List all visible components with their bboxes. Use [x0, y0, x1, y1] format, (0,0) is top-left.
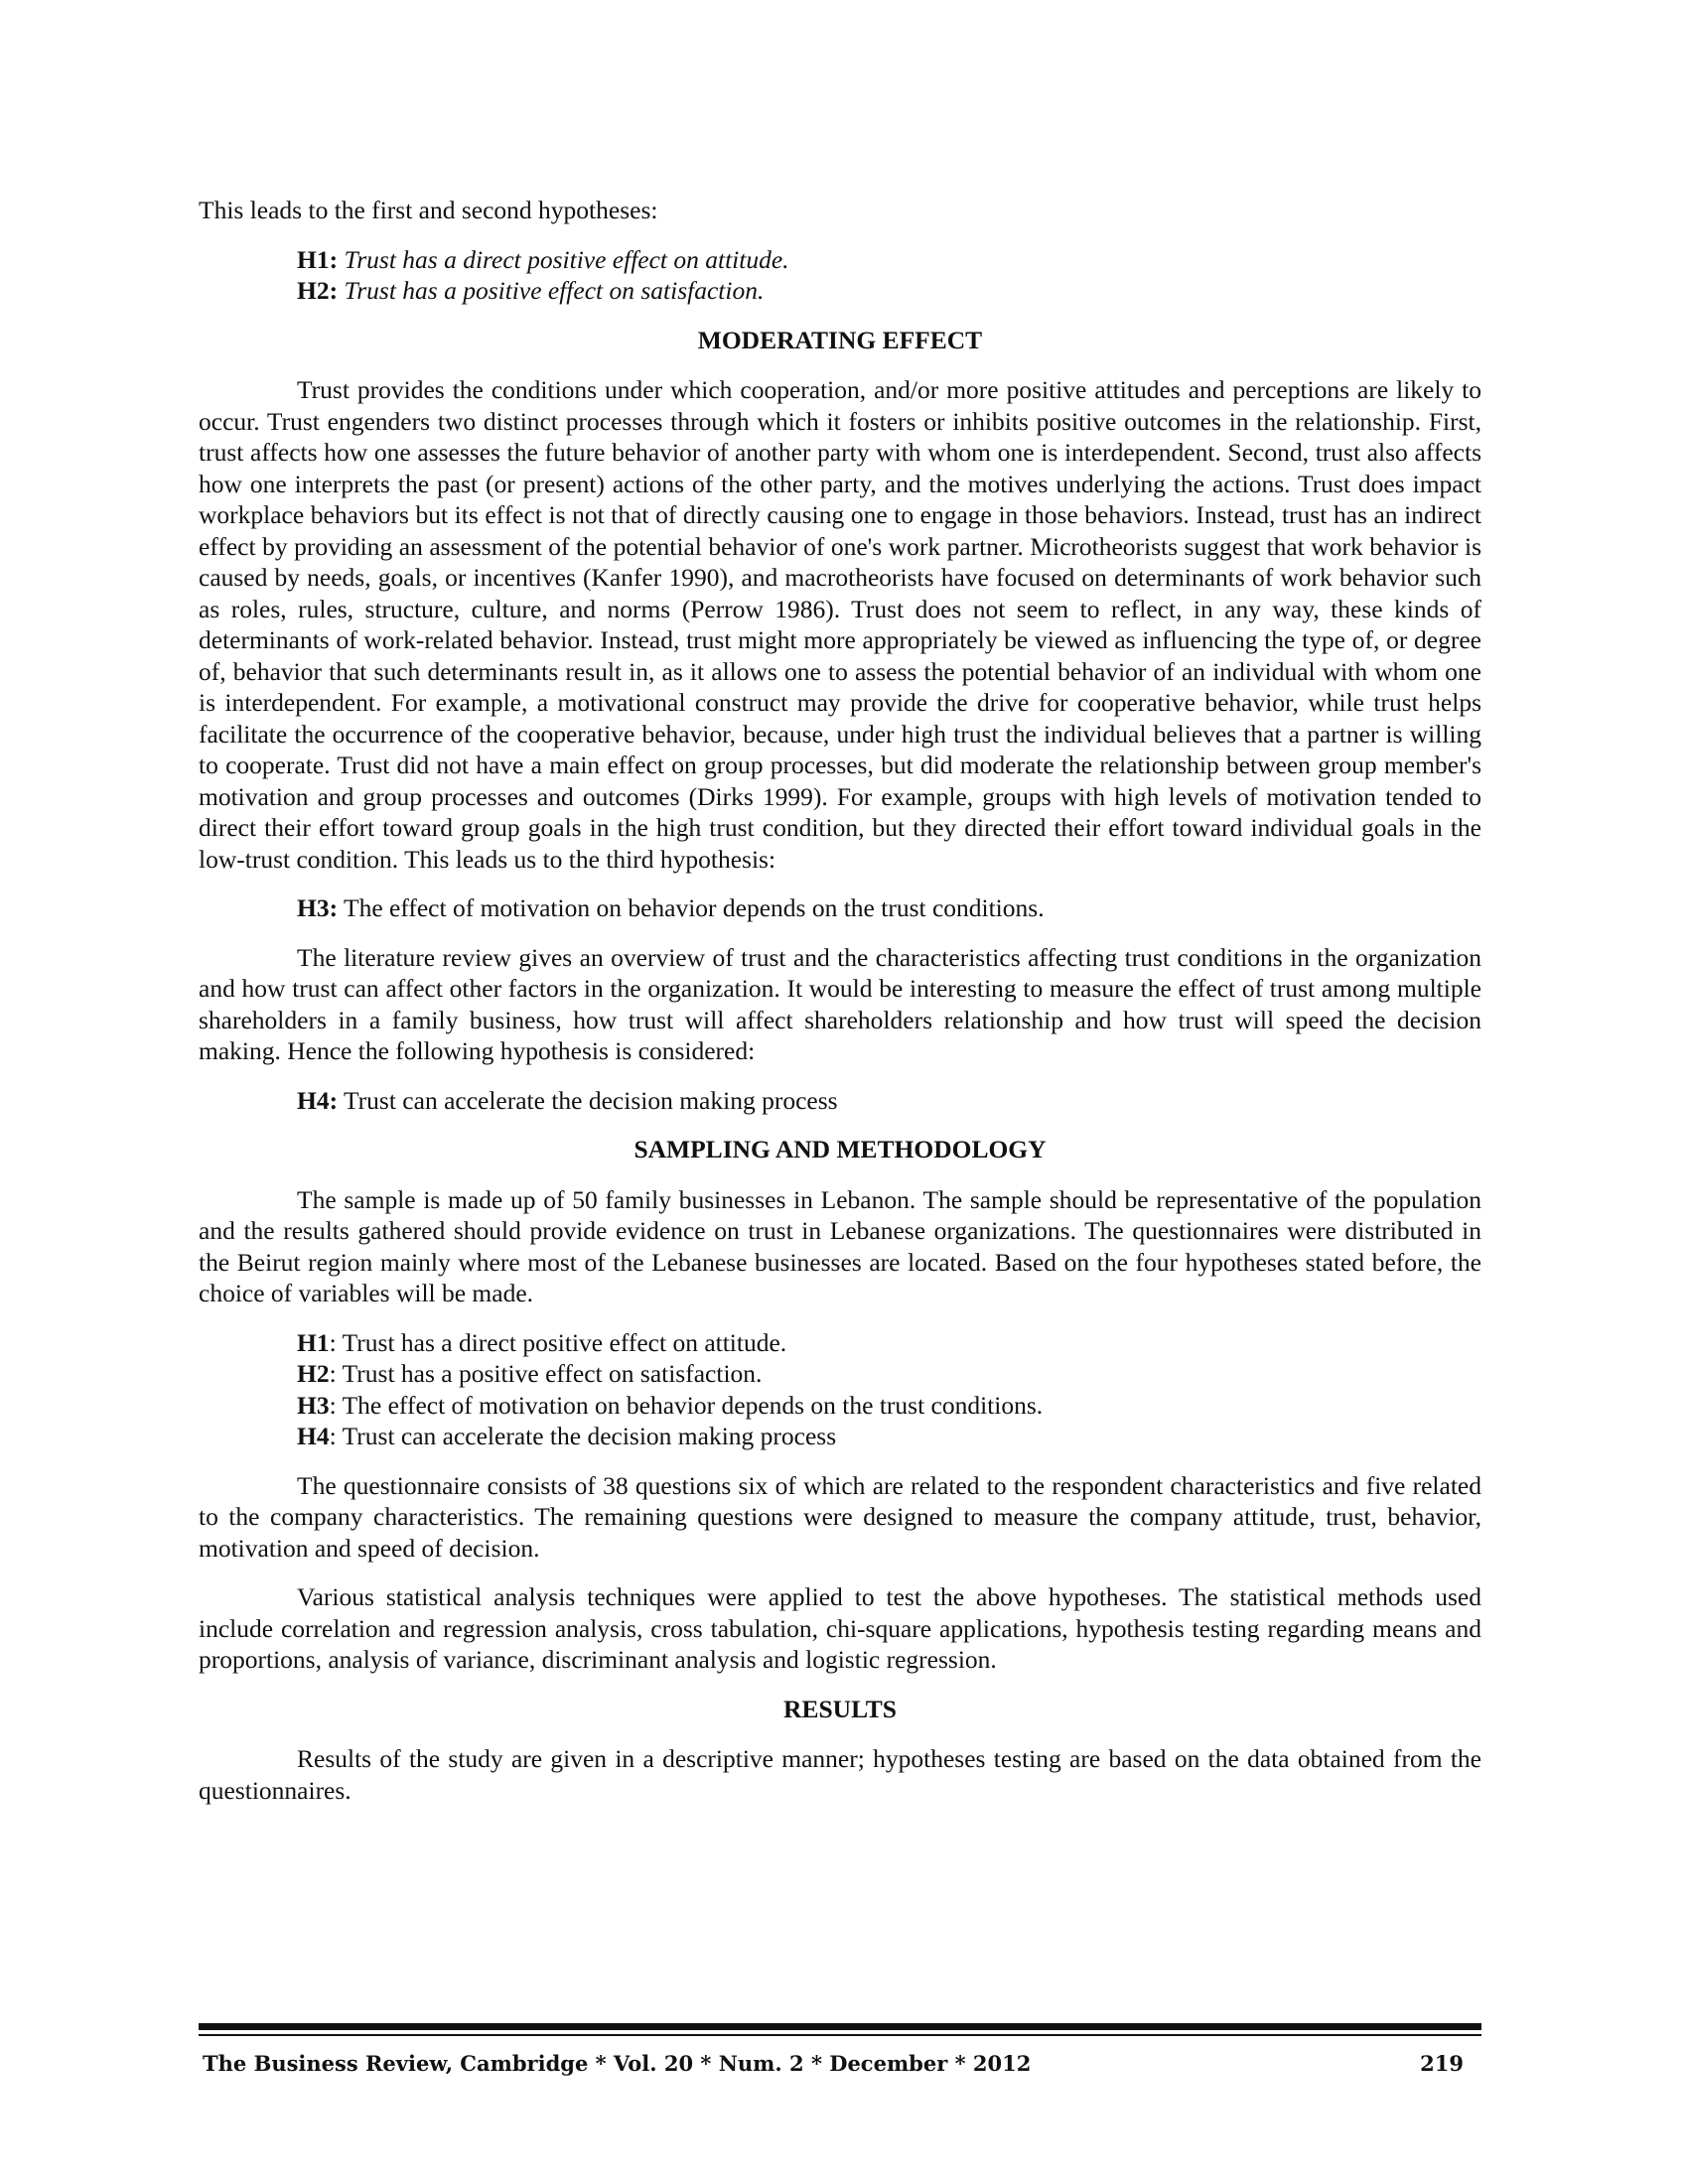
- hypothesis-text: Trust has a positive effect on satisfaction.: [344, 276, 765, 305]
- journal-citation: The Business Review, Cambridge * Vol. 20 * Num. 2 * December * 2012: [203, 2051, 1032, 2076]
- footer-rule-thick: [199, 2023, 1481, 2030]
- sampling-paragraph-2: The questionnaire consists of 38 questions six of which are related to the respondent characteristics and five related to the company characteristics. The remaining questions were designed to measure the company attitude, trust, behavior, motivation and speed of decision.: [199, 1470, 1481, 1563]
- hypothesis-4: [297, 1085, 1481, 1117]
- hypothesis-text: Trust can accelerate the decision making process: [344, 1085, 838, 1115]
- hypothesis-label: H4:: [297, 1085, 339, 1115]
- hypotheses-block-1: [199, 244, 1481, 307]
- hypothesis-text: : Trust has a direct positive effect on attitude.: [329, 1327, 787, 1357]
- footer-rule-thin: [199, 2034, 1481, 2036]
- hypothesis-text: : Trust can accelerate the decision making process: [329, 1422, 837, 1450]
- hypothesis-label: H4: [297, 1422, 330, 1450]
- hypothesis-item: [297, 1358, 1481, 1390]
- hypothesis-item: [297, 1390, 1481, 1422]
- moderating-paragraph-1: Trust provides the conditions under which cooperation, and/or more positive attitudes and perceptions are likely to occur. Trust engenders two distinct processes through which it fosters or inhibits positive outcomes in the relationship. First, trust affects how one assesses the future behavior of another party with whom one is interdependent. Second, trust also affects how one interprets the past (or present) actions of the other party, and the motives underlying the actions. Trust does impact workplace behaviors but its effect is not that of directly causing one to engage in those behaviors. Instead, trust has an indirect effect by providing an assessment of the potential behavior of one's work partner. Microtheorists suggest that work behavior is caused by needs, goals, or incentives (Kanfer 1990), and macrotheorists have focused on determinants of work behavior such as roles, rules, structure, culture, and norms (Perrow 1986). Trust does not seem to reflect, in any way, these kinds of determinants of work-related behavior. Instead, trust might more appropriately be viewed as influencing the type of, or degree of, behavior that such determinants result in, as it allows one to assess the potential behavior of an individual with whom one is interdependent. For example, a motivational construct may provide the drive for cooperative behavior, while trust helps facilitate the occurrence of the cooperative behavior, because, under high trust the individual believes that a partner is willing to cooperate. Trust did not have a main effect on group processes, but did moderate the relationship between group member's motivation and group processes and outcomes (Dirks 1999). For example, groups with high levels of motivation tended to direct their effort toward group goals in the high trust condition, but they directed their effort toward individual goals in the low-trust condition. This leads us to the third hypothesis:: [199, 375, 1481, 874]
- hypothesis-2: [297, 275, 1481, 307]
- hypotheses-block-2: [199, 1327, 1481, 1452]
- hypothesis-label: H2: [297, 1359, 330, 1388]
- hypothesis-text: : Trust has a positive effect on satisfaction.: [329, 1359, 763, 1388]
- hypothesis-label: H1: [297, 1327, 330, 1357]
- hypothesis-label: H3: [297, 1390, 330, 1420]
- results-paragraph-1: Results of the study are given in a descriptive manner; hypotheses testing are based on the data obtained from the questionnaires.: [199, 1744, 1481, 1805]
- hypothesis-text: : The effect of motivation on behavior depends on the trust conditions.: [329, 1390, 1044, 1420]
- sampling-paragraph-3: Various statistical analysis techniques were applied to test the above hypotheses. The statistical methods used include correlation and regression analysis, cross tabulation, chi-square applications, hypothesis testing regarding means and proportions, analysis of variance, discriminant analysis and logistic regression.: [199, 1582, 1481, 1674]
- page-footer: [203, 2047, 1474, 2081]
- hypothesis-item: [297, 1327, 1481, 1359]
- section-heading-moderating: MODERATING EFFECT: [697, 325, 983, 354]
- section-heading-results: RESULTS: [783, 1694, 897, 1723]
- hypothesis-label: H1:: [297, 244, 339, 274]
- hypothesis-label: H3:: [297, 893, 339, 922]
- moderating-paragraph-2: The literature review gives an overview of trust and the characteristics affecting trust conditions in the organization and how trust can affect other factors in the organization. It would be interesting to measure the effect of trust among multiple shareholders in a family business, how trust will affect shareholders relationship and how trust will speed the decision making. Hence the following hypothesis is considered:: [199, 942, 1481, 1065]
- intro-paragraph: This leads to the first and second hypotheses:: [199, 196, 658, 224]
- hypothesis-label: H2:: [297, 276, 339, 305]
- hypothesis-1: [297, 244, 1481, 276]
- hypothesis-text: Trust has a direct positive effect on attitude.: [344, 244, 789, 274]
- hypothesis-3: [297, 892, 1481, 924]
- sampling-paragraph-1: The sample is made up of 50 family businesses in Lebanon. The sample should be representative of the population and the results gathered should provide evidence on trust in Lebanese organizations. The questionnaires were distributed in the Beirut region mainly where most of the Lebanese businesses are located. Based on the four hypotheses stated before, the choice of variables will be made.: [199, 1184, 1481, 1307]
- hypothesis-text: The effect of motivation on behavior depends on the trust conditions.: [344, 893, 1045, 922]
- page-number: 219: [1420, 2051, 1464, 2076]
- section-heading-sampling: SAMPLING AND METHODOLOGY: [633, 1135, 1047, 1163]
- page-body: [199, 195, 1481, 1806]
- hypothesis-item: [297, 1421, 1481, 1452]
